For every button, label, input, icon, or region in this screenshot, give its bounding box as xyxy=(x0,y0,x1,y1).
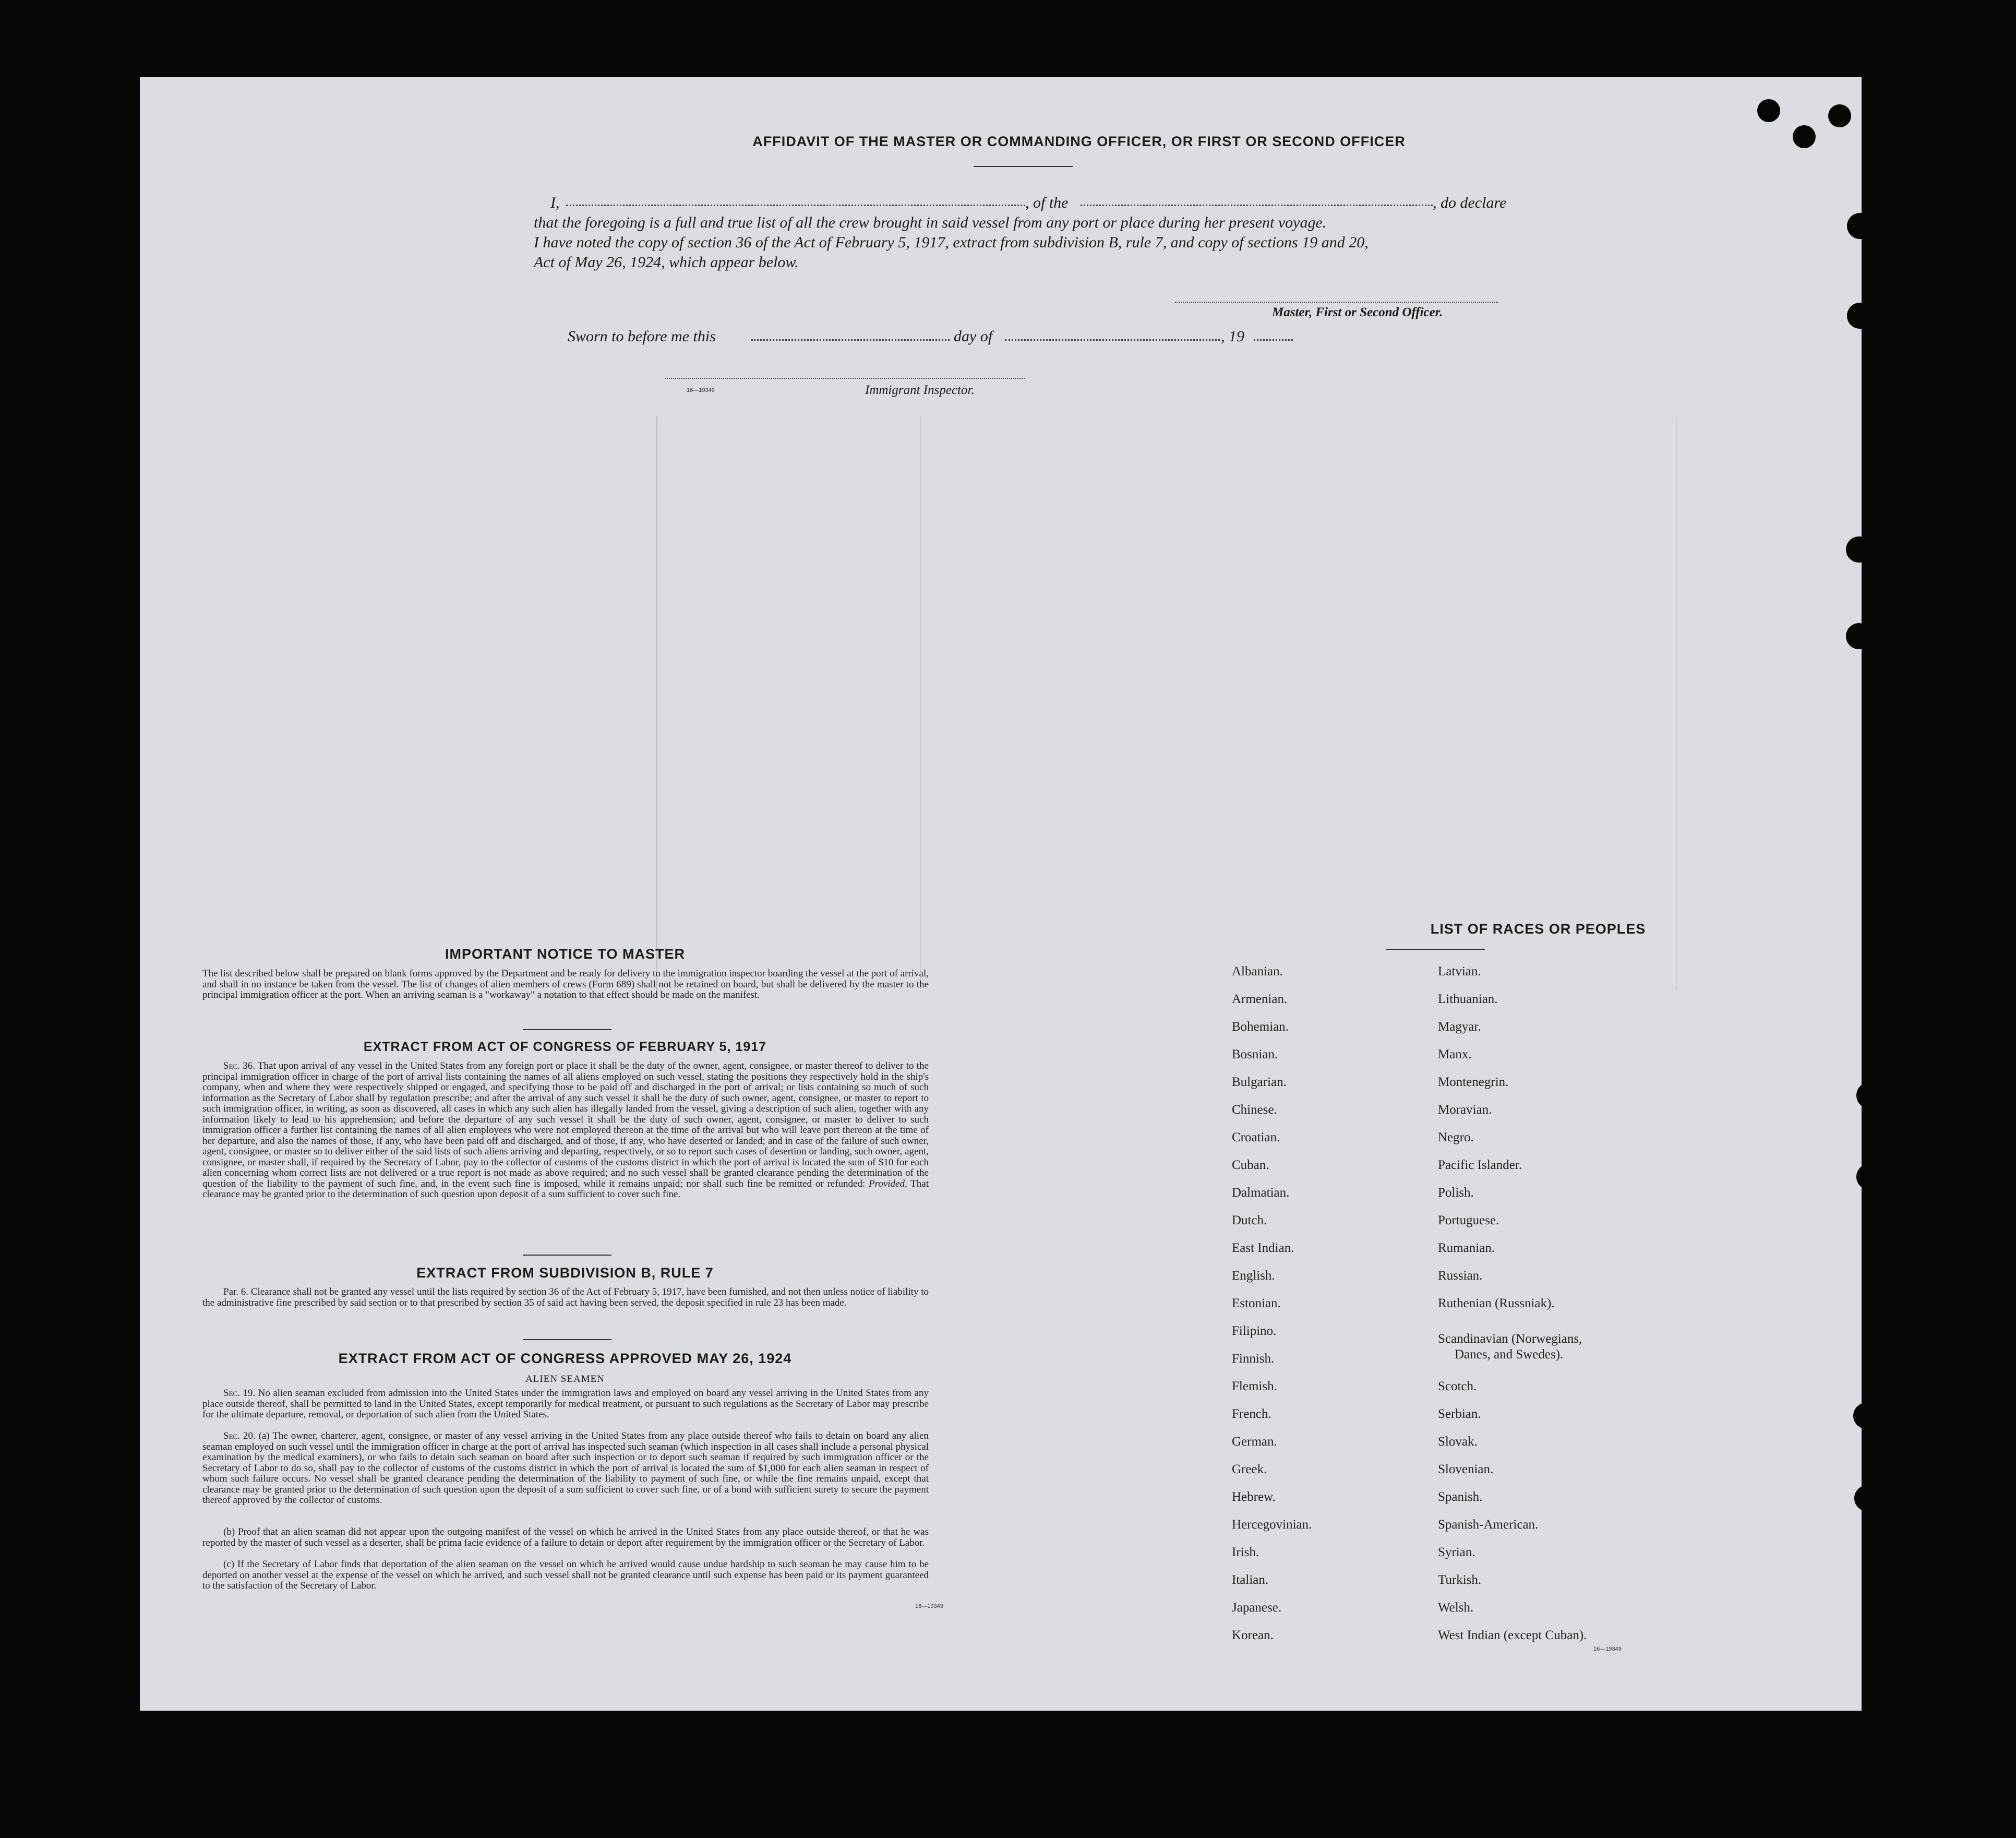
race-item: Portuguese. xyxy=(1438,1213,1499,1227)
master-signature-label: Master, First or Second Officer. xyxy=(1272,305,1443,319)
race-item: Turkish. xyxy=(1438,1573,1482,1587)
sec-20-label: Sec. 20. xyxy=(223,1430,256,1441)
extract-1917-body xyxy=(202,1061,929,1200)
punch-hole xyxy=(1856,1164,1882,1190)
affidavit-declaration xyxy=(534,193,1653,272)
sworn-line xyxy=(568,328,1298,349)
race-item: Dutch. xyxy=(1232,1213,1267,1227)
label-of-the: , of the xyxy=(1025,194,1069,211)
column-line xyxy=(656,416,657,990)
race-item: Italian. xyxy=(1232,1573,1269,1587)
notice-body: The list described below shall be prepared on blank forms approved by the Department and be ready for delivery to the immigration inspector boarding the vessel at the port of arrival, and shall in no instance be taken from the vessel. The list of changes of alien members of crews (Form 689) shall not be retained on board, but shall be delivered by the master to the principal immigration officer at the port. When an arriving seaman is a "workaway" a notation to that effect should be made on the manifest. xyxy=(202,968,929,1000)
sec-36-text: That upon arrival of any vessel in the United States from any foreign port or place it shall be the duty of the owner, agent, consignee, or master thereof to deliver to the principal immigration officer in charge of the port of arrival lists containing the names of all aliens employed on such vessel, stating the positions they respectively hold in the ship's company, when and where they were respectively shipped or engaged, and specifying those to be paid off and discharged in the port of arrival; or lists containing so much of such information as the Secretary of Labor shall by regulation prescribe; and after the arrival of any such vessel it shall be the duty of such owner, agent, consignee, or master to report to such immigration officer, in writing, as soon as discovered, all cases in which any such alien has illegally landed from the vessel, giving a description of such alien, together with any information likely to lead to his apprehension; and before the departure of any such vessel it shall be the duty of such owner, agent, consignee, or master to deliver to such immigration officer a further list containing the names of all alien employees who were not employed thereon at the time of the arrival but who will leave port thereon at the time of her departure, and also the names of those, if any, who have been paid off and discharged, and of those, if any, who have deserted or landed; and in case of the failure of such owner, agent, consignee, or master so to deliver either of the said lists of such aliens arriving and departing, respectively, or so to report such cases of desertion or landing, such owner, agent, consignee, or master shall, if required by the Secretary of Labor, pay to the collector of customs of the customs district in which the port of arrival is located the sum of $10 for each alien concerning whom correct lists are not delivered or a true report is not made as above required; and no such vessel shall be granted clearance pending the determination of the question of the liability to the payment of such fine, and, in the event such fine is imposed, while it remains unpaid; nor shall such fine be remitted or refunded: xyxy=(202,1060,929,1189)
sec-20a-body xyxy=(202,1431,929,1506)
inspector-label: Immigrant Inspector. xyxy=(865,383,975,397)
race-item: Scandinavian (Norwegians, xyxy=(1438,1332,1582,1346)
punch-hole xyxy=(1846,536,1872,563)
punch-hole xyxy=(1853,1403,1879,1429)
race-item: Danes, and Swedes). xyxy=(1455,1347,1564,1362)
race-item: French. xyxy=(1232,1407,1271,1421)
form-number: 16—19349 xyxy=(915,1603,943,1609)
vessel-name-field[interactable] xyxy=(1081,205,1433,206)
race-item: Pacific Islander. xyxy=(1438,1158,1522,1172)
form-number: 16—19349 xyxy=(687,387,715,393)
punch-hole xyxy=(1856,1082,1882,1108)
race-item: German. xyxy=(1232,1435,1277,1449)
punch-hole xyxy=(1846,623,1872,649)
races-title: LIST OF RACES OR PEOPLES xyxy=(1430,921,1646,937)
sec-19-text: No alien seaman excluded from admission into the United States under the immigration laws and employed on board any vessel arriving in the United States from any place outside thereof, shall be permitted to land in the United States, except temporarily for medical treatment, or pursuant to such regulations as the Secretary of Labor may prescribe for the ultimate departure, removal, or deportation of such alien from the United States. xyxy=(202,1388,929,1420)
sec-20c-body: (c) If the Secretary of Labor finds that deportation of the alien seaman on the vessel on which he arrived would cause undue hardship to such seaman he may cause him to be deported on another vessel at the expense of the vessel on which he arrived, and such vessel shall not be granted clearance until such expense has been paid or its payment guaranteed to the satisfaction of the Secretary of Labor. xyxy=(202,1559,929,1591)
sec-20a-text: (a) The owner, charterer, agent, consignee, or master of any vessel arriving in the United States from any place outside thereof who fails to detain on board any alien seaman employed on such vessel until the immigration officer in charge at the port of arrival has inspected such seaman (which inspection in all cases shall include a personal physical examination by the medical examiners), or who fails to detain such seaman on board after such inspection or to deport such seaman if required by such immigration officer or the Secretary of Labor to do so, shall pay to the collector of customs of the customs district in which the port of arrival is located the sum of $1,000 for each alien seaman in respect of whom such failure occurs. No vessel shall be granted clearance pending the determination of the liability to payment of such fine, or while the fine remains unpaid, except that clearance may be granted prior to the determination of such question upon the deposit of a sum sufficient to cover such fine, or of a bond with sufficient surety to secure the payment thereof approved by the collector of customs. xyxy=(202,1430,929,1506)
punch-hole xyxy=(1854,1485,1880,1511)
race-item: East Indian. xyxy=(1232,1241,1294,1255)
punch-hole xyxy=(1793,125,1816,148)
sec-19-body xyxy=(202,1388,929,1421)
column-line xyxy=(920,416,921,990)
declaration-line-3: I have noted the copy of section 36 of the Act of February 5, 1917, extract from subdivision B, rule 7, and copy of sections 19 and 20, xyxy=(534,234,1369,251)
race-item: Spanish. xyxy=(1438,1490,1483,1504)
sworn-month-field[interactable] xyxy=(1005,339,1220,341)
label-do-declare: , do declare xyxy=(1433,194,1507,211)
race-item: Armenian. xyxy=(1232,992,1288,1006)
race-item: Manx. xyxy=(1438,1047,1472,1061)
title-rule xyxy=(974,166,1073,167)
form-sheet xyxy=(140,77,1862,1711)
race-item: Bulgarian. xyxy=(1232,1075,1287,1089)
race-item: Magyar. xyxy=(1438,1020,1481,1034)
section-rule xyxy=(523,1255,611,1256)
label-day-of: day of xyxy=(954,328,993,345)
race-item: Chinese. xyxy=(1232,1103,1277,1117)
race-item: Latvian. xyxy=(1438,964,1481,978)
race-item: Serbian. xyxy=(1438,1407,1481,1421)
race-item: Syrian. xyxy=(1438,1545,1475,1559)
race-item: Filipino. xyxy=(1232,1324,1277,1338)
form-number: 16—19349 xyxy=(1593,1646,1622,1652)
extract-1924-title: EXTRACT FROM ACT OF CONGRESS APPROVED MAY 26, 1924 xyxy=(338,1351,792,1366)
inspector-signature-field[interactable] xyxy=(665,378,1025,379)
race-item: West Indian (except Cuban). xyxy=(1438,1628,1587,1642)
notice-title: IMPORTANT NOTICE TO MASTER xyxy=(445,946,685,962)
section-rule xyxy=(523,1339,611,1340)
column-line xyxy=(1676,416,1677,990)
rule-7-title: EXTRACT FROM SUBDIVISION B, RULE 7 xyxy=(416,1265,714,1281)
race-item: Lithuanian. xyxy=(1438,992,1498,1006)
race-item: Spanish-American. xyxy=(1438,1518,1539,1532)
race-item: Scotch. xyxy=(1438,1379,1477,1393)
race-item: Albanian. xyxy=(1232,964,1283,978)
master-name-field[interactable] xyxy=(566,205,1025,206)
label-year: , 19 xyxy=(1221,328,1244,345)
sec-19-label: Sec. 19. xyxy=(223,1388,256,1399)
rule-7-body: Par. 6. Clearance shall not be granted any vessel until the lists required by section 36 of the Act of February 5, 1917, have been furnished, and not then unless notice of liability to the administrative fine prescribed by said section or to that prescribed by section 35 of said act having been served, the deposit specified in rule 23 has been made. xyxy=(202,1286,929,1308)
race-item: Estonian. xyxy=(1232,1296,1281,1310)
race-item: Bohemian. xyxy=(1232,1020,1289,1034)
sec-20b-body: (b) Proof that an alien seaman did not appear upon the outgoing manifest of the vessel on which he arrived in the United States from any place outside thereof, or that he was reported by the master of such vessel as a deserter, shall be prima facie evidence of a failure to detain or deport after requirement by the immigration officer or the Secretary of Labor. xyxy=(202,1526,929,1548)
race-item: Greek. xyxy=(1232,1462,1267,1476)
label-i: I, xyxy=(550,194,560,211)
alien-seamen-subtitle: ALIEN SEAMEN xyxy=(525,1374,605,1385)
proviso-label: Provided, xyxy=(869,1178,907,1189)
punch-hole xyxy=(1757,99,1780,122)
race-item: Ruthenian (Russniak). xyxy=(1438,1296,1555,1310)
race-item: Hebrew. xyxy=(1232,1490,1276,1504)
race-item: Korean. xyxy=(1232,1628,1274,1642)
race-item: Japanese. xyxy=(1232,1601,1282,1615)
race-item: Hercegovinian. xyxy=(1232,1518,1312,1532)
race-item: Russian. xyxy=(1438,1269,1483,1283)
race-item: Finnish. xyxy=(1232,1352,1275,1366)
race-item: Dalmatian. xyxy=(1232,1186,1290,1200)
race-item: Cuban. xyxy=(1232,1158,1269,1172)
sworn-day-field[interactable] xyxy=(751,339,950,341)
race-item: Slovak. xyxy=(1438,1435,1478,1449)
race-item: English. xyxy=(1232,1269,1275,1283)
race-item: Moravian. xyxy=(1438,1103,1492,1117)
proviso-text: That clearance may be granted prior to the determination of such question upon deposit of a sum sufficient to cover such fine. xyxy=(202,1178,929,1200)
race-item: Croatian. xyxy=(1232,1130,1280,1144)
affidavit-title: AFFIDAVIT OF THE MASTER OR COMMANDING OFFICER, OR FIRST OR SECOND OFFICER xyxy=(752,134,1406,149)
punch-hole xyxy=(1828,104,1851,127)
race-item: Flemish. xyxy=(1232,1379,1277,1393)
extract-1917-title: EXTRACT FROM ACT OF CONGRESS OF FEBRUARY 5, 1917 xyxy=(363,1040,767,1054)
race-item: Rumanian. xyxy=(1438,1241,1495,1255)
master-signature-field[interactable] xyxy=(1175,302,1498,303)
declaration-line-4: Act of May 26, 1924, which appear below. xyxy=(534,254,799,271)
title-rule xyxy=(1386,949,1485,950)
declaration-line-2: that the foregoing is a full and true list of all the crew brought in said vessel from any port or place during her present voyage. xyxy=(534,214,1327,231)
race-item: Polish. xyxy=(1438,1186,1474,1200)
punch-hole xyxy=(1847,303,1873,329)
race-item: Montenegrin. xyxy=(1438,1075,1509,1089)
punch-hole xyxy=(1847,213,1873,239)
race-item: Bosnian. xyxy=(1232,1047,1278,1061)
label-sworn: Sworn to before me this xyxy=(568,328,716,345)
section-rule xyxy=(523,1029,611,1030)
race-item: Negro. xyxy=(1438,1130,1474,1144)
sworn-year-field[interactable] xyxy=(1254,339,1293,341)
sec-36-label: Sec. 36. xyxy=(223,1060,255,1071)
race-item: Welsh. xyxy=(1438,1601,1474,1615)
race-item: Slovenian. xyxy=(1438,1462,1494,1476)
race-item: Irish. xyxy=(1232,1545,1259,1559)
